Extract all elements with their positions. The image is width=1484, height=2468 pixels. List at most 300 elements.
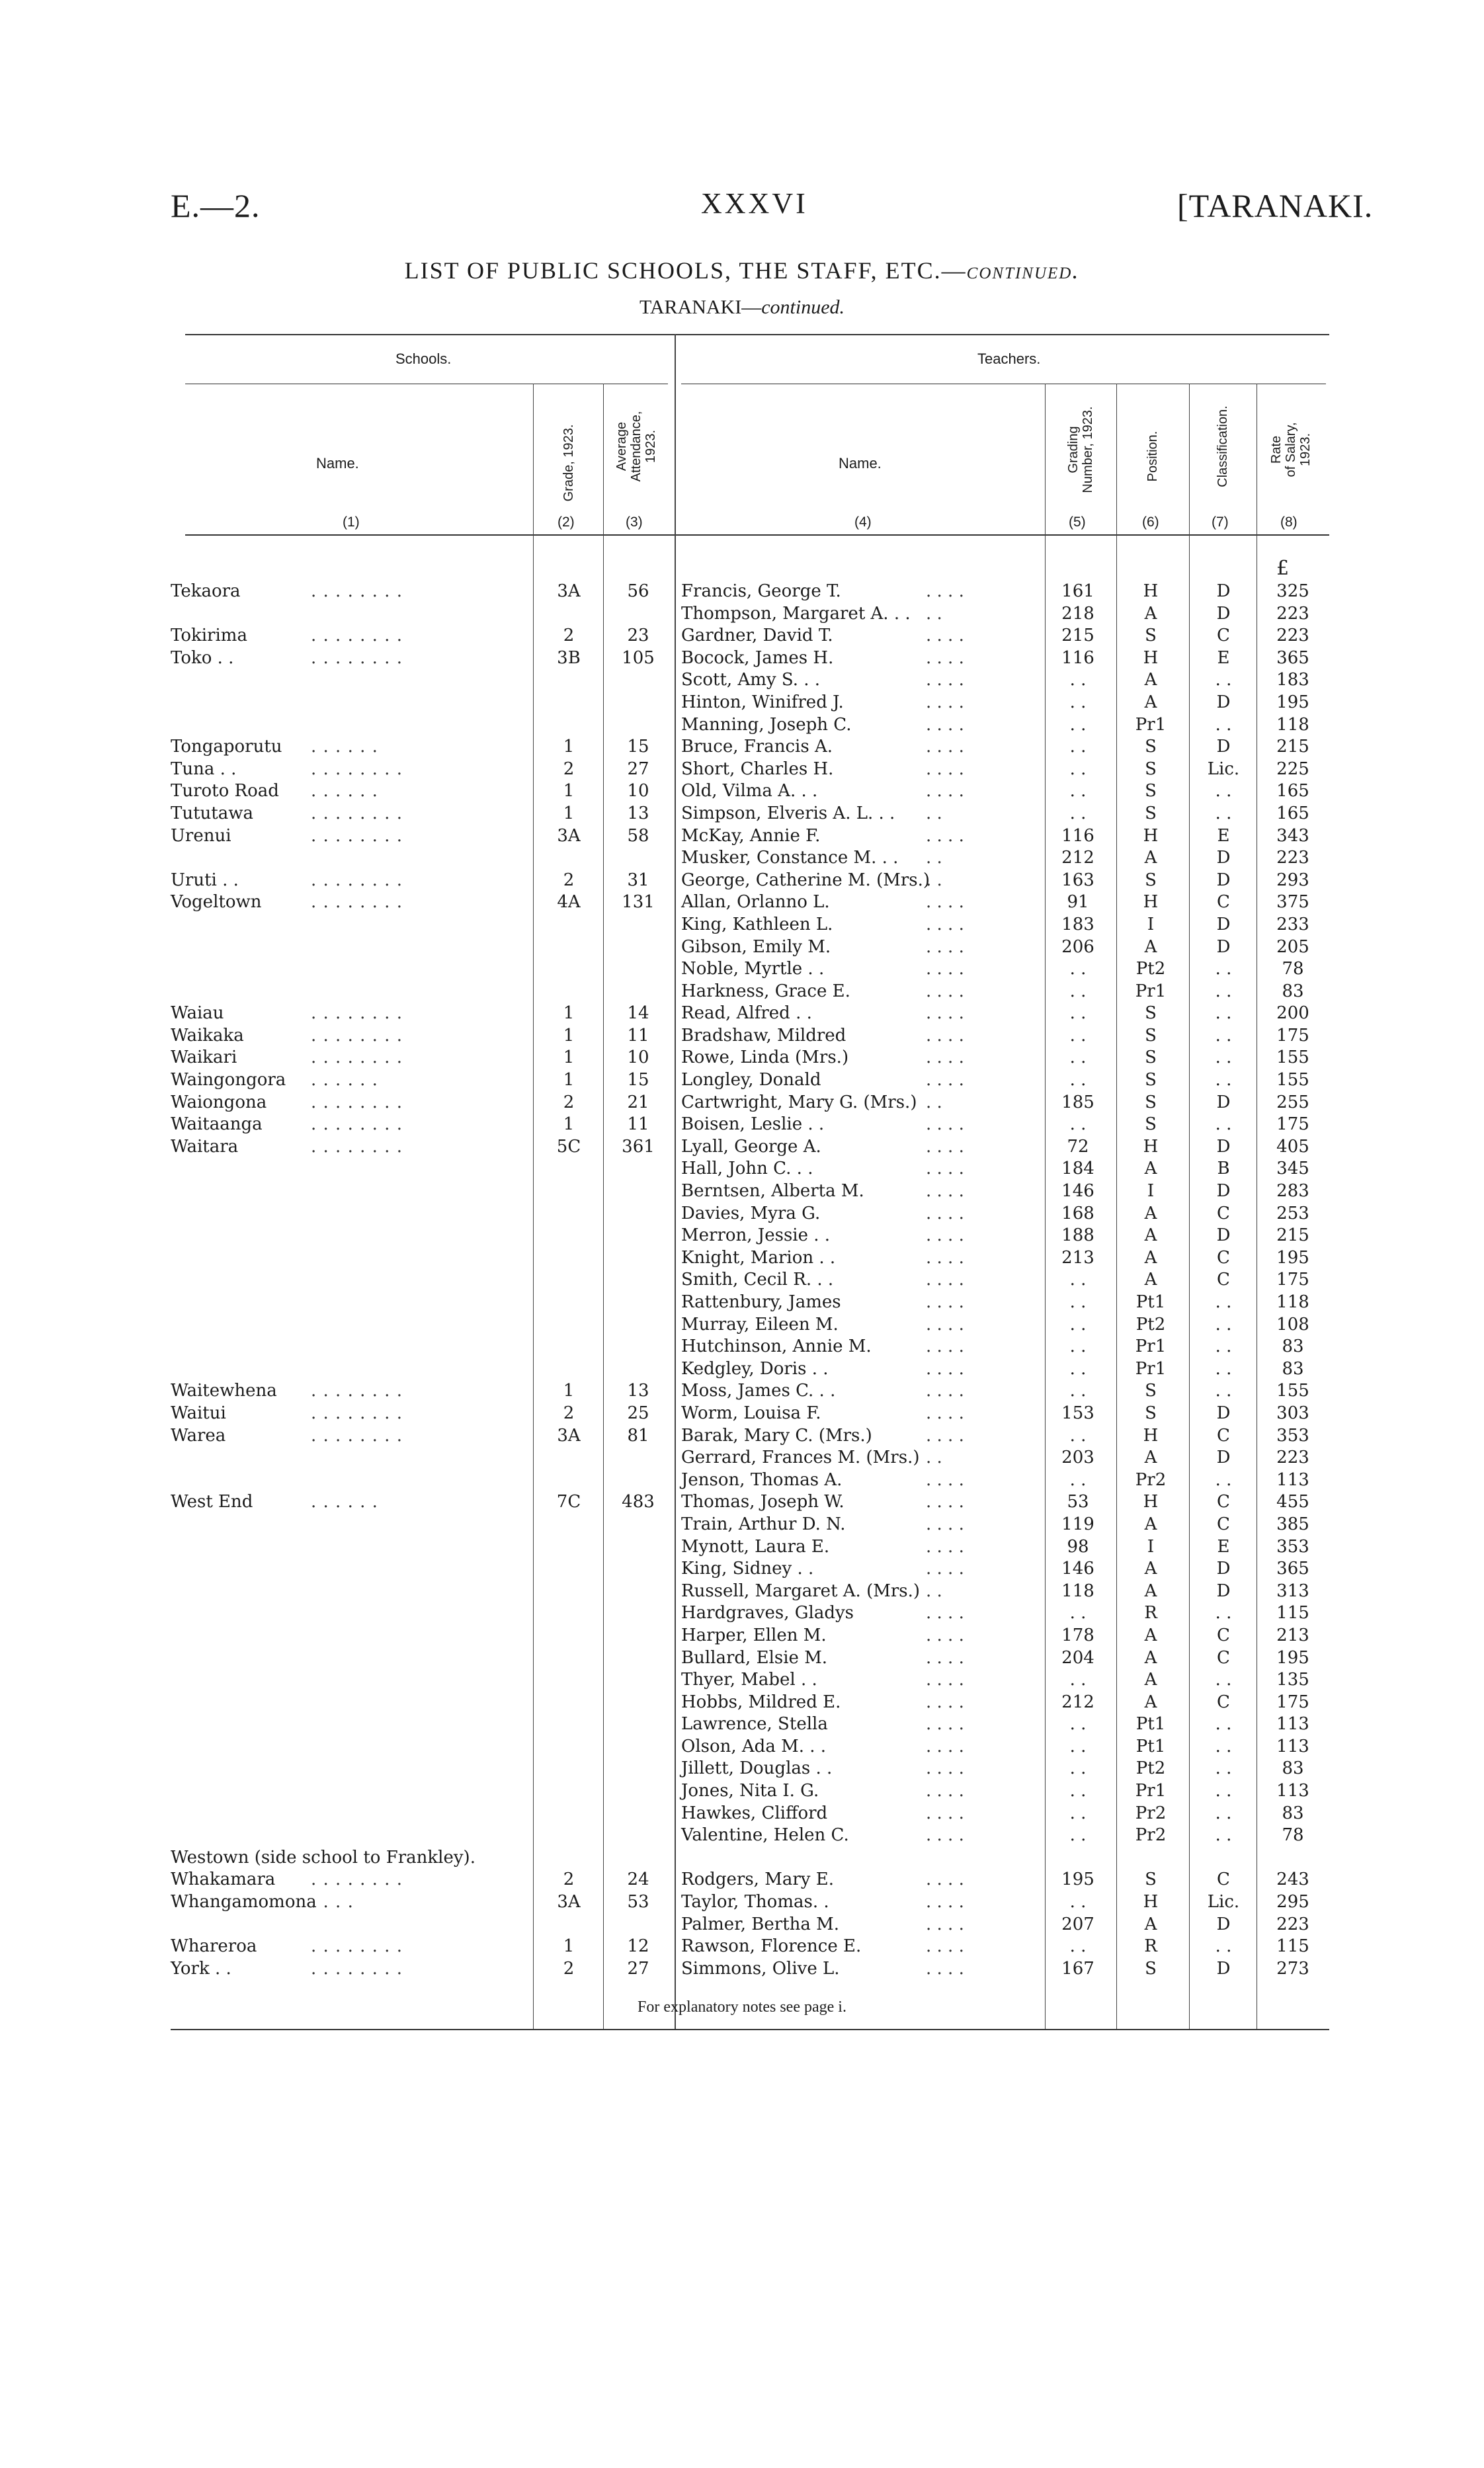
position-cell: S bbox=[1145, 1403, 1157, 1423]
footer-note: For explanatory notes see page i. bbox=[638, 1998, 846, 2016]
grading-number-cell: 183 bbox=[1061, 914, 1094, 934]
position-cell: A bbox=[1144, 1203, 1157, 1223]
salary-cell: 233 bbox=[1276, 914, 1309, 934]
classification-cell: E bbox=[1217, 1536, 1230, 1557]
position-cell: S bbox=[1145, 1381, 1157, 1401]
table-row bbox=[0, 1914, 1484, 1936]
teacher-leader-dots: . . . . bbox=[926, 1559, 964, 1579]
school-name-heading: Name. bbox=[316, 455, 359, 472]
salary-cell: 293 bbox=[1276, 870, 1309, 890]
attendance-cell: 131 bbox=[622, 892, 655, 913]
teacher-leader-dots: . . . . bbox=[926, 1070, 964, 1090]
teacher-leader-dots: . . . . bbox=[926, 1892, 964, 1913]
position-cell: A bbox=[1144, 848, 1157, 868]
classification-cell: . . bbox=[1215, 959, 1232, 979]
teacher-leader-dots: . . . . bbox=[926, 825, 964, 846]
attendance-cell: 21 bbox=[627, 1092, 649, 1112]
salary-cell: 223 bbox=[1276, 626, 1309, 646]
teacher-name: Allan, Orlanno L. bbox=[681, 892, 830, 913]
teacher-name: Rawson, Florence E. bbox=[681, 1936, 862, 1957]
position-cell: Pt1 bbox=[1135, 1736, 1166, 1756]
teacher-name: Worm, Louisa F. bbox=[681, 1403, 821, 1423]
position-cell: A bbox=[1144, 1559, 1157, 1579]
grading-number-cell: . . bbox=[1069, 1803, 1087, 1823]
position-cell: A bbox=[1144, 1247, 1157, 1268]
page-title bbox=[0, 257, 1484, 284]
classification-cell: . . bbox=[1215, 1469, 1232, 1490]
grading-number-cell: 195 bbox=[1061, 1870, 1094, 1890]
teacher-name: Cartwright, Mary G. (Mrs.) bbox=[681, 1092, 917, 1112]
teacher-name: Jillett, Douglas . . bbox=[681, 1758, 833, 1779]
grading-number-cell: 146 bbox=[1061, 1181, 1094, 1202]
school-name: Waikari bbox=[171, 1048, 237, 1068]
table-row bbox=[0, 1825, 1484, 1847]
table-body bbox=[0, 581, 1484, 1980]
school-name: Uruti . . bbox=[171, 870, 239, 890]
table-row bbox=[0, 1114, 1484, 1136]
grade-cell: 2 bbox=[563, 870, 575, 890]
school-name: Waitui bbox=[171, 1403, 226, 1423]
grading-number-cell: . . bbox=[1069, 1936, 1087, 1957]
table-row bbox=[0, 1780, 1484, 1803]
teacher-leader-dots: . . . . bbox=[926, 1136, 964, 1157]
salary-cell: 255 bbox=[1276, 1092, 1309, 1112]
attendance-cell: 14 bbox=[627, 1003, 649, 1024]
classification-cell: D bbox=[1216, 848, 1231, 868]
page-subtitle bbox=[0, 296, 1484, 319]
teacher-leader-dots: . . . . bbox=[926, 1181, 964, 1202]
school-leader-dots: . . . . . . bbox=[311, 781, 378, 802]
table-bottom-rule bbox=[171, 2029, 1329, 2030]
classification-cell: . . bbox=[1215, 1670, 1232, 1690]
table-row bbox=[0, 958, 1484, 981]
school-leader-dots: . . . . . . . . bbox=[311, 581, 403, 601]
salary-cell: 83 bbox=[1282, 981, 1304, 1001]
grading-number-cell: 53 bbox=[1067, 1492, 1089, 1512]
teacher-leader-dots: . . . . bbox=[926, 981, 964, 1001]
grade-cell: 2 bbox=[563, 1403, 575, 1423]
position-cell: H bbox=[1143, 1492, 1159, 1512]
grading-number-cell: 212 bbox=[1061, 1692, 1094, 1712]
position-cell: A bbox=[1144, 603, 1157, 624]
table-row bbox=[0, 891, 1484, 914]
grade-cell: 2 bbox=[563, 1958, 575, 1979]
position-cell: Pr1 bbox=[1135, 714, 1167, 735]
teacher-leader-dots: . . . . bbox=[926, 1314, 964, 1335]
classification-cell: . . bbox=[1215, 1803, 1232, 1823]
teacher-name: Jenson, Thomas A. bbox=[681, 1469, 843, 1490]
school-name: Waitewhena bbox=[171, 1381, 277, 1401]
attendance-cell: 11 bbox=[627, 1114, 649, 1135]
school-name: Tekaora bbox=[171, 581, 241, 601]
teacher-leader-dots: . . . . bbox=[926, 781, 964, 802]
grade-heading: Grade, 1923. bbox=[561, 424, 576, 502]
salary-cell: 313 bbox=[1276, 1581, 1309, 1601]
salary-cell: 155 bbox=[1276, 1048, 1309, 1068]
grading-number-cell: 215 bbox=[1061, 626, 1094, 646]
salary-cell: 223 bbox=[1276, 1448, 1309, 1468]
salary-cell: 385 bbox=[1276, 1514, 1309, 1534]
table-row bbox=[0, 1158, 1484, 1180]
position-cell: Pt2 bbox=[1135, 959, 1166, 979]
classification-cell: . . bbox=[1215, 1358, 1232, 1379]
grading-number-cell: . . bbox=[1069, 781, 1087, 802]
teacher-name: Rattenbury, James bbox=[681, 1292, 841, 1312]
grade-cell: 1 bbox=[563, 1936, 575, 1957]
grading-number-cell: 184 bbox=[1061, 1159, 1094, 1179]
position-cell: Pr2 bbox=[1135, 1803, 1167, 1823]
table-row bbox=[0, 669, 1484, 692]
teacher-leader-dots: . . . . bbox=[926, 1781, 964, 1801]
position-cell: Pr2 bbox=[1135, 1825, 1167, 1846]
teacher-leader-dots: . . . . bbox=[926, 1492, 964, 1512]
position-cell: Pt1 bbox=[1135, 1292, 1166, 1312]
position-cell: S bbox=[1145, 1114, 1157, 1135]
grading-number-cell: . . bbox=[1069, 759, 1087, 779]
position-cell: S bbox=[1145, 1958, 1157, 1979]
school-leader-dots: . . . . . . . . bbox=[311, 803, 403, 823]
table-row bbox=[0, 1047, 1484, 1069]
attendance-cell: 25 bbox=[627, 1403, 649, 1423]
grading-number-cell: . . bbox=[1069, 1714, 1087, 1735]
school-leader-dots: . . . . . . . . bbox=[311, 870, 403, 890]
teacher-leader-dots: . . . . bbox=[926, 1692, 964, 1712]
salary-cell: 345 bbox=[1276, 1159, 1309, 1179]
classification-cell: . . bbox=[1215, 1758, 1232, 1779]
grading-number-cell: . . bbox=[1069, 959, 1087, 979]
grade-cell: 1 bbox=[563, 1003, 575, 1024]
attendance-cell: 15 bbox=[627, 737, 649, 757]
table-row bbox=[0, 1758, 1484, 1780]
salary-cell: 455 bbox=[1276, 1492, 1309, 1512]
school-name: Tututawa bbox=[171, 803, 253, 823]
classification-cell: D bbox=[1216, 936, 1231, 957]
teacher-leader-dots: . . . . bbox=[926, 1514, 964, 1534]
teacher-name: Harkness, Grace E. bbox=[681, 981, 850, 1001]
teacher-leader-dots: . . . . bbox=[926, 1870, 964, 1890]
teacher-name: Olson, Ada M. . . bbox=[681, 1736, 827, 1756]
grading-number-cell: . . bbox=[1069, 692, 1087, 712]
table-row bbox=[0, 1025, 1484, 1048]
grade-cell: 3A bbox=[557, 825, 581, 846]
position-cell: H bbox=[1143, 647, 1159, 668]
table-row bbox=[0, 1891, 1484, 1914]
position-cell: H bbox=[1143, 581, 1159, 601]
classification-cell: . . bbox=[1215, 1314, 1232, 1335]
salary-cell: 83 bbox=[1282, 1358, 1304, 1379]
teacher-name: Davies, Myra G. bbox=[681, 1203, 821, 1223]
teacher-leader-dots: . . . . bbox=[926, 692, 964, 712]
teacher-leader-dots: . . . . bbox=[926, 1914, 964, 1934]
teacher-name: Gerrard, Frances M. (Mrs.) bbox=[681, 1448, 920, 1468]
grade-cell: 7C bbox=[556, 1492, 581, 1512]
grading-number-cell: 146 bbox=[1061, 1559, 1094, 1579]
position-cell: S bbox=[1145, 1048, 1157, 1068]
school-leader-dots: . . . . . . . . bbox=[311, 626, 403, 646]
school-name: Whareroa bbox=[171, 1936, 257, 1957]
table-row bbox=[0, 780, 1484, 803]
position-cell: A bbox=[1144, 1448, 1157, 1468]
classification-cell: E bbox=[1217, 647, 1230, 668]
teacher-leader-dots: . . . . bbox=[926, 1025, 964, 1046]
attendance-cell: 58 bbox=[627, 825, 649, 846]
attendance-cell: 11 bbox=[627, 1025, 649, 1046]
table-top-rule bbox=[185, 334, 1329, 335]
salary-cell: 113 bbox=[1276, 1714, 1309, 1735]
teacher-name: Harper, Ellen M. bbox=[681, 1625, 827, 1645]
school-leader-dots: . . . . . . bbox=[311, 1070, 378, 1090]
attendance-heading: Average Attendance, 1923. bbox=[614, 411, 658, 482]
school-name: Tongaporutu bbox=[171, 737, 282, 757]
position-cell: S bbox=[1145, 1870, 1157, 1890]
classification-cell: . . bbox=[1215, 1292, 1232, 1312]
teacher-name: Thyer, Mabel . . bbox=[681, 1670, 817, 1690]
grade-cell: 4A bbox=[557, 892, 581, 913]
grade-cell: 3A bbox=[557, 581, 581, 601]
salary-cell: 135 bbox=[1276, 1670, 1309, 1690]
table-row bbox=[0, 625, 1484, 647]
table-row bbox=[0, 1247, 1484, 1270]
position-heading: Position. bbox=[1145, 431, 1160, 482]
grade-cell: 2 bbox=[563, 626, 575, 646]
classification-cell: . . bbox=[1215, 1603, 1232, 1624]
attendance-cell: 10 bbox=[627, 781, 649, 802]
position-cell: A bbox=[1144, 1514, 1157, 1534]
table-row bbox=[0, 1958, 1484, 1981]
table-row bbox=[0, 692, 1484, 714]
attendance-cell: 31 bbox=[627, 870, 649, 890]
classification-cell: D bbox=[1216, 603, 1231, 624]
salary-cell: 113 bbox=[1276, 1736, 1309, 1756]
table-row bbox=[0, 1558, 1484, 1581]
teacher-leader-dots: . . . . bbox=[926, 1670, 964, 1690]
salary-cell: 113 bbox=[1276, 1469, 1309, 1490]
grade-cell: 3B bbox=[557, 647, 581, 668]
salary-cell: 365 bbox=[1276, 1559, 1309, 1579]
grade-cell: 2 bbox=[563, 1092, 575, 1112]
classification-cell: C bbox=[1217, 1425, 1230, 1446]
school-leader-dots: . . . . . . . . bbox=[311, 647, 403, 668]
table-row bbox=[0, 1225, 1484, 1247]
grading-number-cell: . . bbox=[1069, 1292, 1087, 1312]
teacher-leader-dots: . . . . bbox=[926, 626, 964, 646]
col-number-4: (4) bbox=[854, 514, 872, 530]
classification-cell: C bbox=[1217, 626, 1230, 646]
position-cell: R bbox=[1144, 1936, 1157, 1957]
classification-cell: D bbox=[1216, 914, 1231, 934]
classification-cell: . . bbox=[1215, 1736, 1232, 1756]
salary-cell: 115 bbox=[1276, 1936, 1309, 1957]
col-number-6: (6) bbox=[1142, 514, 1159, 530]
classification-cell: D bbox=[1216, 1225, 1231, 1246]
classification-cell: . . bbox=[1215, 1714, 1232, 1735]
classification-cell: C bbox=[1217, 1870, 1230, 1890]
teacher-name: Jones, Nita I. G. bbox=[681, 1781, 819, 1801]
grading-number-cell: 168 bbox=[1061, 1203, 1094, 1223]
salary-cell: 215 bbox=[1276, 1225, 1309, 1246]
classification-cell: C bbox=[1217, 892, 1230, 913]
grading-number-cell: . . bbox=[1069, 714, 1087, 735]
table-row bbox=[0, 803, 1484, 825]
table-row bbox=[0, 981, 1484, 1003]
teacher-name: Read, Alfred . . bbox=[681, 1003, 812, 1024]
teacher-name: Bradshaw, Mildred bbox=[681, 1025, 846, 1046]
table-row bbox=[0, 1713, 1484, 1736]
grading-number-cell: . . bbox=[1069, 1758, 1087, 1779]
classification-cell: D bbox=[1216, 1914, 1231, 1934]
table-row bbox=[0, 1269, 1484, 1292]
grading-number-cell: 207 bbox=[1061, 1914, 1094, 1934]
table-row bbox=[0, 581, 1484, 603]
salary-cell: 223 bbox=[1276, 1914, 1309, 1934]
school-name: Toko . . bbox=[171, 647, 234, 668]
table-row bbox=[0, 1425, 1484, 1448]
salary-cell: 108 bbox=[1276, 1314, 1309, 1335]
salary-cell: 113 bbox=[1276, 1781, 1309, 1801]
attendance-cell: 12 bbox=[627, 1936, 649, 1957]
teacher-name: Moss, James C. . . bbox=[681, 1381, 836, 1401]
school-leader-dots: . . . . . . bbox=[311, 737, 378, 757]
grade-cell: 1 bbox=[563, 803, 575, 823]
salary-cell: 83 bbox=[1282, 1803, 1304, 1823]
school-name: Tokirima bbox=[171, 626, 247, 646]
grading-number-cell: 218 bbox=[1061, 603, 1094, 624]
grading-number-cell: . . bbox=[1069, 737, 1087, 757]
school-name: Waingongora bbox=[171, 1070, 286, 1090]
teacher-leader-dots: . . . . bbox=[926, 1403, 964, 1423]
salary-cell: 175 bbox=[1276, 1025, 1309, 1046]
col-number-2: (2) bbox=[557, 514, 575, 530]
grade-cell: 2 bbox=[563, 1870, 575, 1890]
grade-cell: 3A bbox=[557, 1425, 581, 1446]
position-cell: H bbox=[1143, 1892, 1159, 1913]
currency-symbol: £ bbox=[1276, 557, 1290, 580]
classification-cell: D bbox=[1216, 1403, 1231, 1423]
teacher-name: Bocock, James H. bbox=[681, 647, 834, 668]
classification-cell: C bbox=[1217, 1270, 1230, 1290]
teacher-leader-dots: . . . . bbox=[926, 1247, 964, 1268]
teacher-name: Taylor, Thomas. . bbox=[681, 1892, 829, 1913]
position-cell: A bbox=[1144, 1581, 1157, 1601]
classification-cell: C bbox=[1217, 1647, 1230, 1668]
school-name: Whangamomona bbox=[171, 1892, 317, 1913]
table-row bbox=[0, 1314, 1484, 1337]
grading-number-cell: . . bbox=[1069, 1825, 1087, 1846]
header-left: E.—2. bbox=[171, 187, 261, 224]
classification-cell: D bbox=[1216, 1136, 1231, 1157]
grading-number-cell: . . bbox=[1069, 1381, 1087, 1401]
grading-number-cell: . . bbox=[1069, 1670, 1087, 1690]
grading-number-cell: . . bbox=[1069, 1736, 1087, 1756]
grading-number-cell: . . bbox=[1069, 1048, 1087, 1068]
subtitle-main: TARANAKI— bbox=[639, 296, 762, 318]
teacher-name: Scott, Amy S. . . bbox=[681, 670, 821, 690]
teacher-name: Short, Charles H. bbox=[681, 759, 834, 779]
position-cell: S bbox=[1145, 737, 1157, 757]
teacher-leader-dots: . . . . bbox=[926, 1270, 964, 1290]
attendance-cell: 483 bbox=[622, 1492, 655, 1512]
attendance-cell: 27 bbox=[627, 1958, 649, 1979]
school-leader-dots: . . . . . . . . bbox=[311, 1425, 403, 1446]
school-leader-dots: . . . . . . . . bbox=[311, 1870, 403, 1890]
teacher-name: Train, Arthur D. N. bbox=[681, 1514, 846, 1534]
attendance-cell: 15 bbox=[627, 1070, 649, 1090]
salary-cell: 165 bbox=[1276, 803, 1309, 823]
grading-number-cell: . . bbox=[1069, 1070, 1087, 1090]
salary-cell: 215 bbox=[1276, 737, 1309, 757]
salary-cell: 253 bbox=[1276, 1203, 1309, 1223]
position-cell: Pr1 bbox=[1135, 1358, 1167, 1379]
salary-cell: 165 bbox=[1276, 781, 1309, 802]
teacher-leader-dots: . . . . bbox=[926, 1337, 964, 1357]
teacher-leader-dots: . . . . bbox=[926, 1803, 964, 1823]
grade-cell: 1 bbox=[563, 737, 575, 757]
classification-cell: D bbox=[1216, 870, 1231, 890]
col-number-5: (5) bbox=[1069, 514, 1086, 530]
teacher-leader-dots: . . . . bbox=[926, 1114, 964, 1135]
salary-cell: 78 bbox=[1282, 1825, 1304, 1846]
position-cell: S bbox=[1145, 1092, 1157, 1112]
teacher-leader-dots: . . . . bbox=[926, 1647, 964, 1668]
school-leader-dots: . . . . . . bbox=[311, 1492, 378, 1512]
teacher-leader-dots: . . . . bbox=[926, 714, 964, 735]
position-cell: A bbox=[1144, 1625, 1157, 1645]
table-row bbox=[0, 714, 1484, 737]
grading-number-cell: . . bbox=[1069, 1114, 1087, 1135]
teacher-leader-dots: . . . . bbox=[926, 1292, 964, 1312]
teacher-name: Old, Vilma A. . . bbox=[681, 781, 818, 802]
position-cell: S bbox=[1145, 1025, 1157, 1046]
teacher-leader-dots: . . . . bbox=[926, 759, 964, 779]
teacher-leader-dots: . . . . bbox=[926, 1381, 964, 1401]
schools-group-heading: Schools. bbox=[395, 350, 452, 367]
position-cell: S bbox=[1145, 803, 1157, 823]
position-cell: S bbox=[1145, 1003, 1157, 1024]
classification-cell: D bbox=[1216, 692, 1231, 712]
teacher-name: Francis, George T. bbox=[681, 581, 841, 601]
salary-cell: 205 bbox=[1276, 936, 1309, 957]
grading-number-cell: 98 bbox=[1067, 1536, 1089, 1557]
classification-cell: . . bbox=[1215, 1781, 1232, 1801]
teacher-name: Noble, Myrtle . . bbox=[681, 959, 825, 979]
classification-cell: . . bbox=[1215, 1114, 1232, 1135]
classification-cell: D bbox=[1216, 1958, 1231, 1979]
position-cell: A bbox=[1144, 692, 1157, 712]
teacher-leader-dots: . . . . bbox=[926, 1936, 964, 1957]
table-row bbox=[0, 1469, 1484, 1492]
teacher-name: King, Sidney . . bbox=[681, 1559, 814, 1579]
school-leader-dots: . . . . . . . . bbox=[311, 1003, 403, 1024]
position-cell: I bbox=[1147, 1181, 1155, 1202]
position-cell: I bbox=[1147, 1536, 1155, 1557]
classification-cell: . . bbox=[1215, 1337, 1232, 1357]
grading-number-cell: . . bbox=[1069, 981, 1087, 1001]
col-number-7: (7) bbox=[1212, 514, 1229, 530]
salary-cell: 283 bbox=[1276, 1181, 1309, 1202]
classification-cell: D bbox=[1216, 581, 1231, 601]
table-row bbox=[0, 1003, 1484, 1025]
grade-cell: 1 bbox=[563, 1114, 575, 1135]
teacher-name: Mynott, Laura E. bbox=[681, 1536, 830, 1557]
attendance-cell: 24 bbox=[627, 1870, 649, 1890]
col-number-8: (8) bbox=[1280, 514, 1298, 530]
position-cell: Pt2 bbox=[1135, 1314, 1166, 1335]
salary-cell: 243 bbox=[1276, 1870, 1309, 1890]
teacher-leader-dots: . . . . bbox=[926, 1003, 964, 1024]
school-leader-dots: . . . . . . . . bbox=[311, 1381, 403, 1401]
position-cell: A bbox=[1144, 1670, 1157, 1690]
teacher-name: Lyall, George A. bbox=[681, 1136, 821, 1157]
